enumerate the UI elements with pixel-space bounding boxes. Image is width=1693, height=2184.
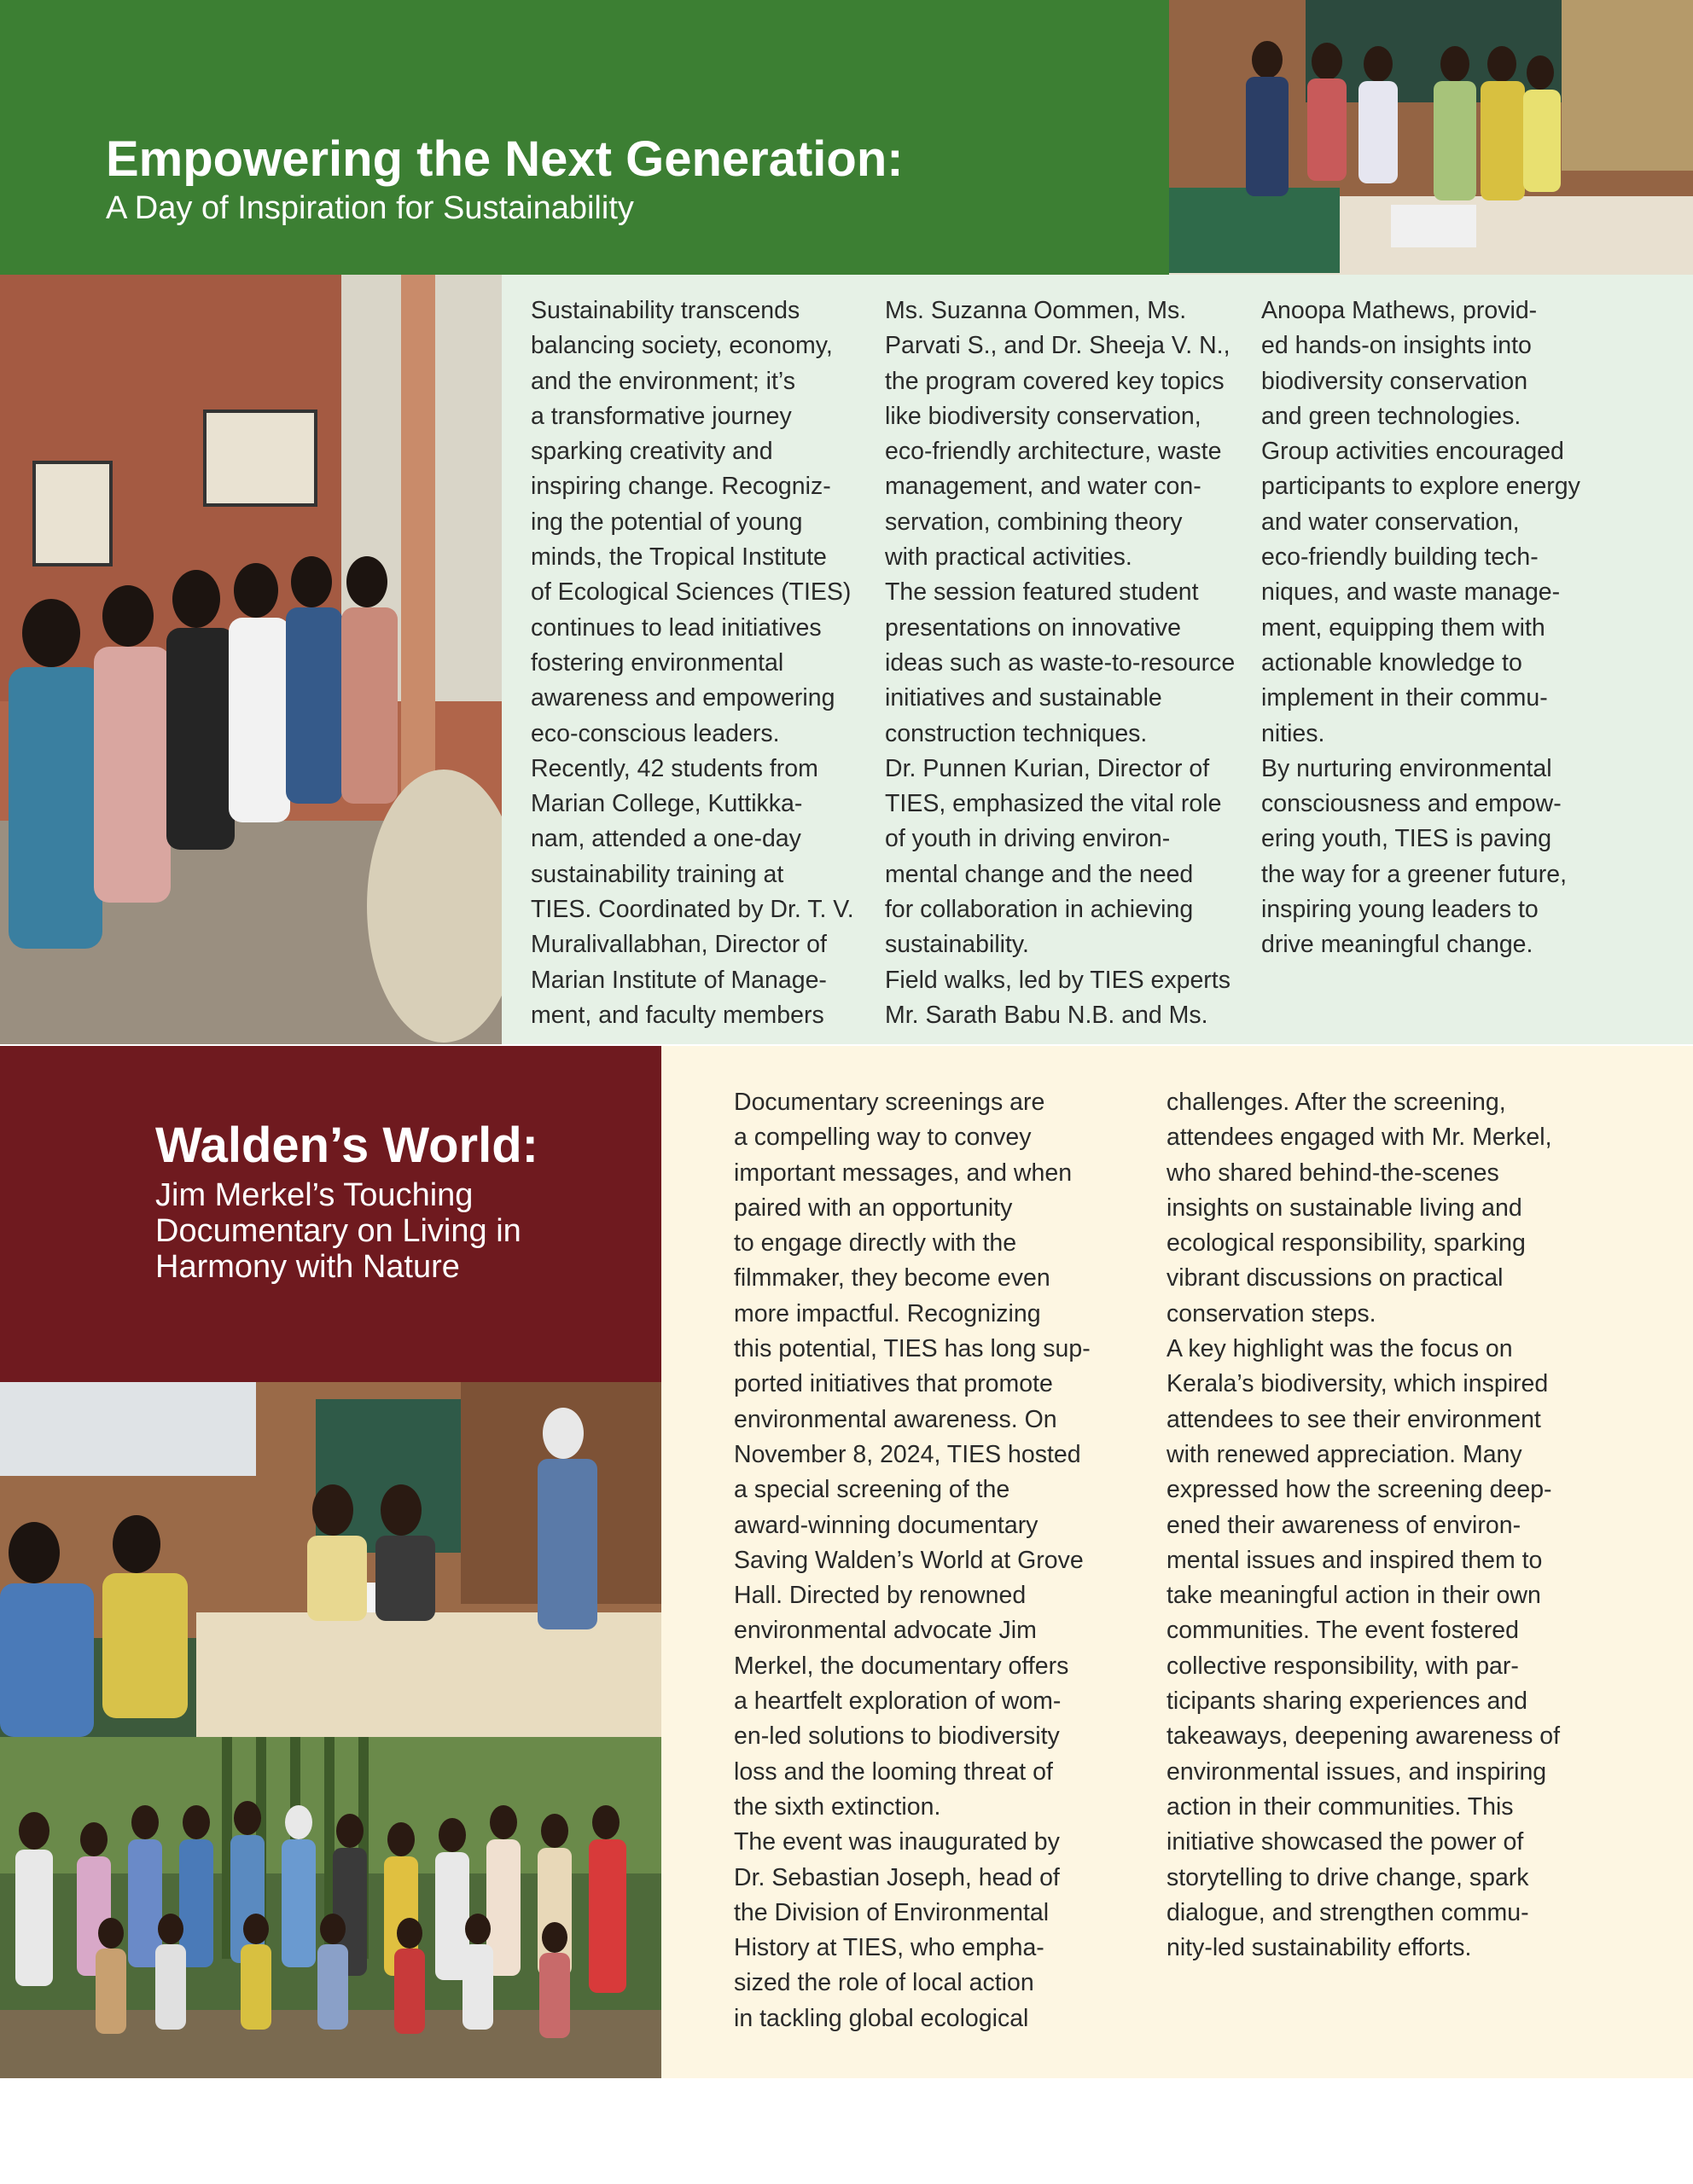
body-text-line: Documentary screenings are (734, 1089, 1045, 1116)
body-text-line: a special screening of the (734, 1476, 1010, 1504)
article1-column-2 (885, 293, 1235, 1033)
body-text-line: Recently, 42 students from (531, 754, 818, 782)
body-text-line: biodiversity conservation (1261, 367, 1528, 395)
body-text-line: challenges. After the screening, (1166, 1089, 1506, 1116)
article2-subtitle-line: Documentary on Living in (155, 1213, 521, 1249)
article1-title: Empowering the Next Generation: (106, 131, 904, 187)
body-text-line: with practical activities. (885, 543, 1132, 572)
article1-subtitle: A Day of Inspiration for Sustainability (106, 190, 634, 226)
body-text-line: ported initiatives that promote (734, 1370, 1053, 1398)
body-text-line: sustainability training at (531, 860, 784, 888)
body-text-line: of youth in driving environ- (885, 825, 1171, 853)
body-text-line: a compelling way to convey (734, 1124, 1032, 1152)
body-text-line: Muralivallabhan, Director of (531, 931, 827, 959)
body-text-line: of Ecological Sciences (TIES) (531, 578, 852, 607)
body-text-line: mental issues and inspired them to (1166, 1546, 1543, 1574)
article2-column-2 (1166, 1085, 1560, 1966)
body-text-line: Marian College, Kuttikka- (531, 790, 803, 818)
body-text-line: ering youth, TIES is paving (1261, 825, 1552, 853)
body-text-line: Mr. Sarath Babu N.B. and Ms. (885, 1001, 1208, 1029)
body-text-line: sustainability. (885, 931, 1029, 959)
body-text-line: Merkel, the documentary offers (734, 1652, 1069, 1680)
body-text-line: mental change and the need (885, 860, 1194, 888)
body-text-line: eco-friendly building tech- (1261, 543, 1539, 572)
photo-students-field-visit (0, 275, 502, 1044)
body-text-line: attendees to see their environment (1166, 1405, 1541, 1433)
body-text-line: this potential, TIES has long sup- (734, 1335, 1091, 1363)
body-text-line: the sixth extinction. (734, 1792, 941, 1821)
body-text-line: collective responsibility, with par- (1166, 1652, 1519, 1680)
body-text-line: continues to lead initiatives (531, 613, 822, 642)
body-text-line: inspiring young leaders to (1261, 896, 1539, 924)
body-text-line: and the environment; it’s (531, 367, 795, 395)
body-text-line: participants to explore energy (1261, 473, 1580, 501)
body-text-line: ened their awareness of environ- (1166, 1511, 1521, 1539)
body-text-line: TIES, emphasized the vital role (885, 790, 1222, 818)
body-text-line: Parvati S., and Dr. Sheeja V. N., (885, 332, 1230, 360)
body-text-line: paired with an opportunity (734, 1194, 1013, 1222)
body-text-line: initiative showcased the power of (1166, 1828, 1524, 1856)
body-text-line: ment, equipping them with (1261, 613, 1545, 642)
body-text-line: Field walks, led by TIES experts (885, 966, 1230, 994)
body-text-line: like biodiversity conservation, (885, 402, 1201, 430)
body-text-line: to engage directly with the (734, 1229, 1017, 1258)
body-text-line: ed hands-on insights into (1261, 332, 1532, 360)
body-text-line: drive meaningful change. (1261, 931, 1533, 959)
body-text-line: storytelling to drive change, spark (1166, 1863, 1529, 1891)
body-text-line: Marian Institute of Manage- (531, 966, 827, 994)
body-text-line: communities. The event fostered (1166, 1617, 1519, 1645)
body-text-line: actionable knowledge to (1261, 648, 1522, 677)
body-text-line: consciousness and empow- (1261, 790, 1562, 818)
body-text-line: The event was inaugurated by (734, 1828, 1060, 1856)
body-text-line: and green technologies. (1261, 402, 1521, 430)
body-text-line: Saving Walden’s World at Grove (734, 1546, 1084, 1574)
body-text-line: awareness and empowering (531, 684, 835, 712)
body-text-line: management, and water con- (885, 473, 1201, 501)
body-text-line: initiatives and sustainable (885, 684, 1162, 712)
body-text-line: filmmaker, they become even (734, 1264, 1050, 1292)
body-text-line: Group activities encouraged (1261, 438, 1564, 466)
photo-student-presentation (1169, 0, 1693, 275)
body-text-line: takeaways, deepening awareness of (1166, 1722, 1561, 1751)
body-text-line: servation, combining theory (885, 508, 1183, 536)
photo-group-under-bamboo (0, 1737, 661, 2078)
body-text-line: nity-led sustainability efforts. (1166, 1934, 1472, 1962)
article2-subtitle-line: Harmony with Nature (155, 1249, 460, 1285)
body-text-line: ment, and faculty members (531, 1001, 824, 1029)
body-text-line: fostering environmental (531, 648, 784, 677)
body-text-line: Dr. Sebastian Joseph, head of (734, 1863, 1060, 1891)
body-text-line: environmental issues, and inspiring (1166, 1757, 1547, 1786)
body-text-line: conservation steps. (1166, 1299, 1376, 1327)
body-text-line: ecological responsibility, sparking (1166, 1229, 1526, 1258)
body-text-line: more impactful. Recognizing (734, 1299, 1041, 1327)
body-text-line: with renewed appreciation. Many (1166, 1440, 1522, 1468)
body-text-line: environmental advocate Jim (734, 1617, 1037, 1645)
body-text-line: History at TIES, who empha- (734, 1934, 1044, 1962)
body-text-line: inspiring change. Recogniz- (531, 473, 831, 501)
body-text-line: November 8, 2024, TIES hosted (734, 1440, 1081, 1468)
body-text-line: TIES. Coordinated by Dr. T. V. (531, 896, 854, 924)
body-text-line: balancing society, economy, (531, 332, 833, 360)
body-text-line: ideas such as waste-to-resource (885, 648, 1236, 677)
body-text-line: By nurturing environmental (1261, 754, 1552, 782)
body-text-line: attendees engaged with Mr. Merkel, (1166, 1124, 1552, 1152)
body-text-line: loss and the looming threat of (734, 1757, 1053, 1786)
photo-documentary-screening (0, 1382, 661, 1737)
body-text-line: sized the role of local action (734, 1969, 1034, 1997)
body-text-line: eco-conscious leaders. (531, 719, 780, 747)
body-text-line: niques, and waste manage- (1261, 578, 1561, 607)
body-text-line: Ms. Suzanna Oommen, Ms. (885, 297, 1187, 324)
body-text-line: Kerala’s biodiversity, which inspired (1166, 1370, 1549, 1398)
body-text-line: award-winning documentary (734, 1511, 1038, 1539)
body-text-line: The session featured student (885, 578, 1199, 607)
article2-column-1 (734, 1085, 1091, 2036)
body-text-line: sparking creativity and (531, 438, 773, 466)
body-text-line: A key highlight was the focus on (1166, 1335, 1513, 1363)
body-text-line: ticipants sharing experiences and (1166, 1687, 1528, 1716)
body-text-line: en-led solutions to biodiversity (734, 1722, 1060, 1751)
body-text-line: for collaboration in achieving (885, 896, 1194, 924)
article2-title: Walden’s World: (155, 1118, 538, 1173)
body-text-line: Dr. Punnen Kurian, Director of (885, 754, 1210, 782)
body-text-line: the program covered key topics (885, 367, 1225, 395)
body-text-line: Hall. Directed by renowned (734, 1582, 1027, 1610)
body-text-line: take meaningful action in their own (1166, 1582, 1541, 1610)
body-text-line: Anoopa Mathews, provid- (1261, 297, 1538, 324)
body-text-line: the Division of Environmental (734, 1898, 1050, 1926)
body-text-line: important messages, and when (734, 1159, 1073, 1187)
body-text-line: action in their communities. This (1166, 1792, 1514, 1821)
body-text-line: eco-friendly architecture, waste (885, 438, 1222, 466)
body-text-line: in tackling global ecological (734, 2004, 1029, 2032)
body-text-line: a heartfelt exploration of wom- (734, 1687, 1062, 1716)
article2-subtitle (155, 1177, 521, 1285)
body-text-line: nam, attended a one-day (531, 825, 801, 853)
body-text-line: implement in their commu- (1261, 684, 1548, 712)
body-text-line: ing the potential of young (531, 508, 803, 536)
body-text-line: dialogue, and strengthen commu- (1166, 1898, 1529, 1926)
body-text-line: a transformative journey (531, 402, 792, 430)
body-text-line: Sustainability transcends (531, 297, 800, 324)
body-text-line: nities. (1261, 719, 1325, 747)
body-text-line: minds, the Tropical Institute (531, 543, 827, 572)
body-text-line: vibrant discussions on practical (1166, 1264, 1504, 1292)
body-text-line: the way for a greener future, (1261, 860, 1568, 888)
article2-subtitle-line: Jim Merkel’s Touching (155, 1177, 474, 1213)
body-text-line: presentations on innovative (885, 613, 1181, 642)
body-text-line: construction techniques. (885, 719, 1148, 747)
body-text-line: environmental awareness. On (734, 1405, 1057, 1433)
body-text-line: and water conservation, (1261, 508, 1520, 536)
body-text-line: expressed how the screening deep- (1166, 1476, 1552, 1504)
article1-column-1 (531, 293, 854, 1033)
body-text-line: who shared behind-the-scenes (1166, 1159, 1499, 1187)
article1-column-3 (1261, 293, 1580, 963)
body-text-line: insights on sustainable living and (1166, 1194, 1522, 1222)
